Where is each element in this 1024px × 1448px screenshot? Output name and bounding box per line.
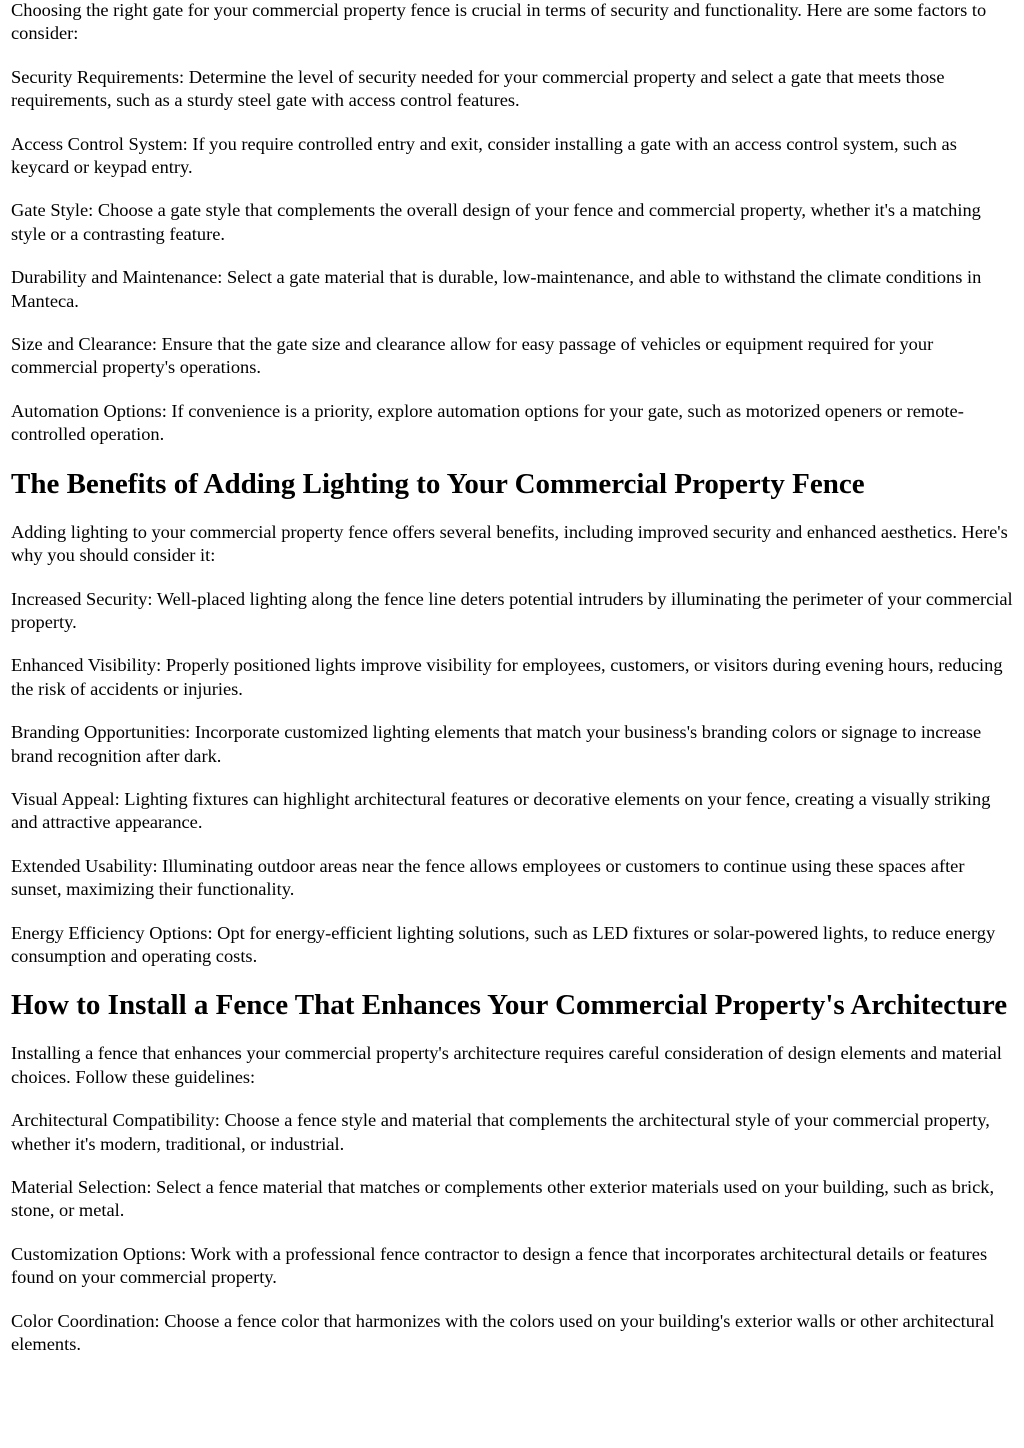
lighting-benefit-energy: Energy Efficiency Options: Opt for energy-efficient lighting solutions, such as LED fixtures or solar-powered lights, to reduce energy consumption and operating costs. (11, 922, 996, 966)
architecture-guideline-material: Material Selection: Select a fence material that matches or complements other exterior materials used on your building, such as brick, stone, or metal. (11, 1177, 995, 1221)
gate-factor-size: Size and Clearance: Ensure that the gate size and clearance allow for easy passage of vehicles or equipment required for your commercial property's operations. (11, 334, 934, 378)
lighting-benefit-branding: Branding Opportunities: Incorporate customized lighting elements that match your business's branding colors or signage to increase brand recognition after dark. (11, 722, 982, 766)
architecture-intro-paragraph: Installing a fence that enhances your commercial property's architecture requires careful consideration of design elements and material choices. Follow these guidelines: (11, 1043, 1002, 1087)
gate-factor-automation: Automation Options: If convenience is a priority, explore automation options for your gate, such as motorized openers or remote-controlled operation. (11, 400, 964, 445)
architecture-guideline-customization: Customization Options: Work with a professional fence contractor to design a fence that incorporates architectural details or features found on your commercial property. (11, 1243, 988, 1288)
gate-factor-security: Security Requirements: Determine the level of security needed for your commercial property and select a gate that meets those requirements, such as a sturdy steel gate with access control features. (11, 66, 945, 111)
lighting-benefit-visual-appeal: Visual Appeal: Lighting fixtures can highlight architectural features or decorative elements on your fence, creating a visually striking and attractive appearance. (11, 788, 991, 833)
architecture-heading: How to Install a Fence That Enhances Your Commercial Property's Architecture (11, 989, 1008, 1022)
gate-factor-style: Gate Style: Choose a gate style that complements the overall design of your fence and commercial property, whether it's a matching style or a contrasting feature. (11, 200, 981, 244)
lighting-heading: The Benefits of Adding Lighting to Your Commercial Property Fence (11, 467, 865, 500)
gate-factor-access-control: Access Control System: If you require controlled entry and exit, consider installing a gate with an access control system, such as keycard or keypad entry. (11, 133, 957, 178)
lighting-benefit-security: Increased Security: Well-placed lighting along the fence line deters potential intruders by illuminating the perimeter of your commercial property. (11, 588, 1013, 632)
gate-factor-durability: Durability and Maintenance: Select a gate material that is durable, low-maintenance, and able to withstand the climate conditions in Manteca. (11, 267, 982, 311)
lighting-benefit-visibility: Enhanced Visibility: Properly positioned lights improve visibility for employees, customers, or visitors during evening hours, reducing the risk of accidents or injuries. (11, 655, 1003, 699)
lighting-intro-paragraph: Adding lighting to your commercial property fence offers several benefits, including improved security and enhanced aesthetics. Here's why you should consider it: (11, 521, 1008, 566)
architecture-guideline-color: Color Coordination: Choose a fence color that harmonizes with the colors used on your building's exterior walls or other architectural elements. (11, 1310, 995, 1355)
architecture-guideline-compatibility: Architectural Compatibility: Choose a fence style and material that complements the architectural style of your commercial property, whether it's modern, traditional, or industrial. (11, 1110, 990, 1154)
lighting-benefit-usability: Extended Usability: Illuminating outdoor areas near the fence allows employees or customers to continue using these spaces after sunset, maximizing their functionality. (11, 855, 965, 900)
gate-intro-paragraph: Choosing the right gate for your commercial property fence is crucial in terms of security and functionality. Here are some factors to consider: (11, 0, 987, 44)
